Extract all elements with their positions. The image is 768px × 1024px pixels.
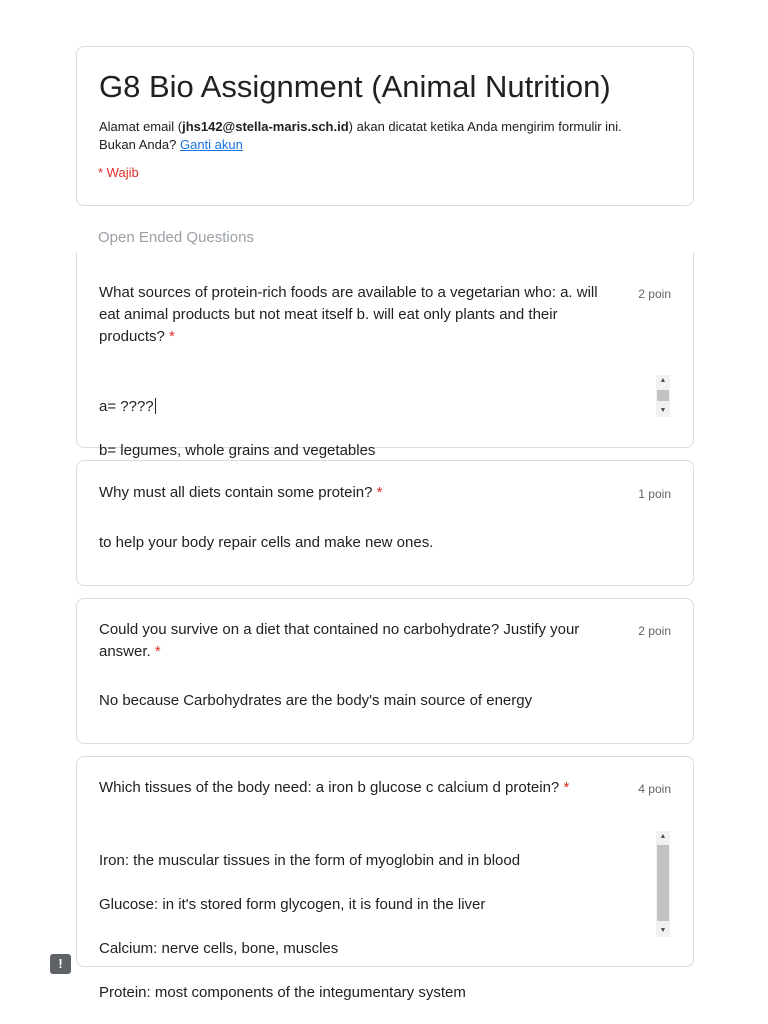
scrollbar-thumb[interactable] [657, 845, 669, 921]
question-text [99, 282, 619, 348]
text-cursor [155, 398, 156, 414]
answer-scrollbar[interactable] [656, 831, 670, 937]
question-card-2 [76, 460, 694, 586]
question-text-content: Why must all diets contain some protein? [99, 484, 373, 501]
scroll-up-arrow-icon[interactable]: ▲ [659, 377, 667, 384]
answer-line: Calcium: nerve cells, bone, muscles [99, 940, 339, 957]
question-card-1 [76, 252, 694, 459]
question-text-content: Which tissues of the body need: a iron b glucose c calcium d protein? [99, 779, 560, 796]
scroll-down-arrow-icon[interactable]: ▼ [659, 927, 667, 934]
required-star: * [376, 484, 383, 501]
required-star: * [154, 643, 161, 660]
answer-scrollbar[interactable] [656, 375, 670, 417]
answer-line: a= ???? [99, 398, 154, 415]
question-text [99, 777, 619, 799]
form-title: G8 Bio Assignment (Animal Nutrition) [99, 69, 611, 104]
email-prefix: Alamat email ( [99, 119, 183, 134]
answer-line: Protein: most components of the integumentary system [99, 984, 466, 1001]
points-label: 1 poin [638, 487, 671, 501]
required-star: * [563, 779, 570, 796]
points-label: 2 poin [638, 287, 671, 301]
answer-line: Iron: the muscular tissues in the form of myoglobin and in blood [99, 852, 521, 869]
answer-text [99, 374, 659, 462]
report-feedback-icon[interactable]: ! [50, 954, 71, 974]
scroll-down-arrow-icon[interactable]: ▼ [659, 407, 667, 414]
question-text-content: Could you survive on a diet that contained no carbohydrate? Justify your answer. [99, 621, 580, 660]
required-star: * [169, 328, 175, 345]
email-notice [99, 118, 679, 154]
answer-line: Glucose: in it's stored form glycogen, it is found in the liver [99, 896, 486, 913]
answer-textarea[interactable] [99, 828, 674, 1001]
points-label: 2 poin [638, 624, 671, 638]
user-email: jhs142@stella-maris.sch.id [182, 119, 349, 134]
answer-line: b= legumes, whole grains and vegetables [99, 442, 376, 459]
answer-textarea[interactable] [99, 374, 674, 459]
not-you-text: Bukan Anda? [99, 137, 177, 152]
form-header-card [76, 46, 694, 206]
required-note: * Wajib [98, 165, 139, 180]
answer-field[interactable]: No because Carbohydrates are the body's main source of energy [99, 692, 533, 709]
points-label: 4 poin [638, 782, 671, 796]
question-text [99, 619, 619, 663]
question-text-content: What sources of protein-rich foods are available to a vegetarian who: a. will eat animal products but not meat itself b. will eat only plants and their products? [99, 284, 598, 345]
scrollbar-thumb[interactable] [657, 390, 669, 401]
answer-text [99, 828, 659, 1004]
section-title: Open Ended Questions [98, 229, 254, 246]
scroll-up-arrow-icon[interactable]: ▲ [659, 833, 667, 840]
email-suffix: ) akan dicatat ketika Anda mengirim formulir ini. [348, 119, 622, 134]
question-text [99, 482, 619, 504]
switch-account-link[interactable]: Ganti akun [179, 137, 243, 152]
answer-field[interactable]: to help your body repair cells and make new ones. [99, 534, 434, 551]
question-card-3 [76, 598, 694, 744]
question-card-4 [76, 756, 694, 1001]
